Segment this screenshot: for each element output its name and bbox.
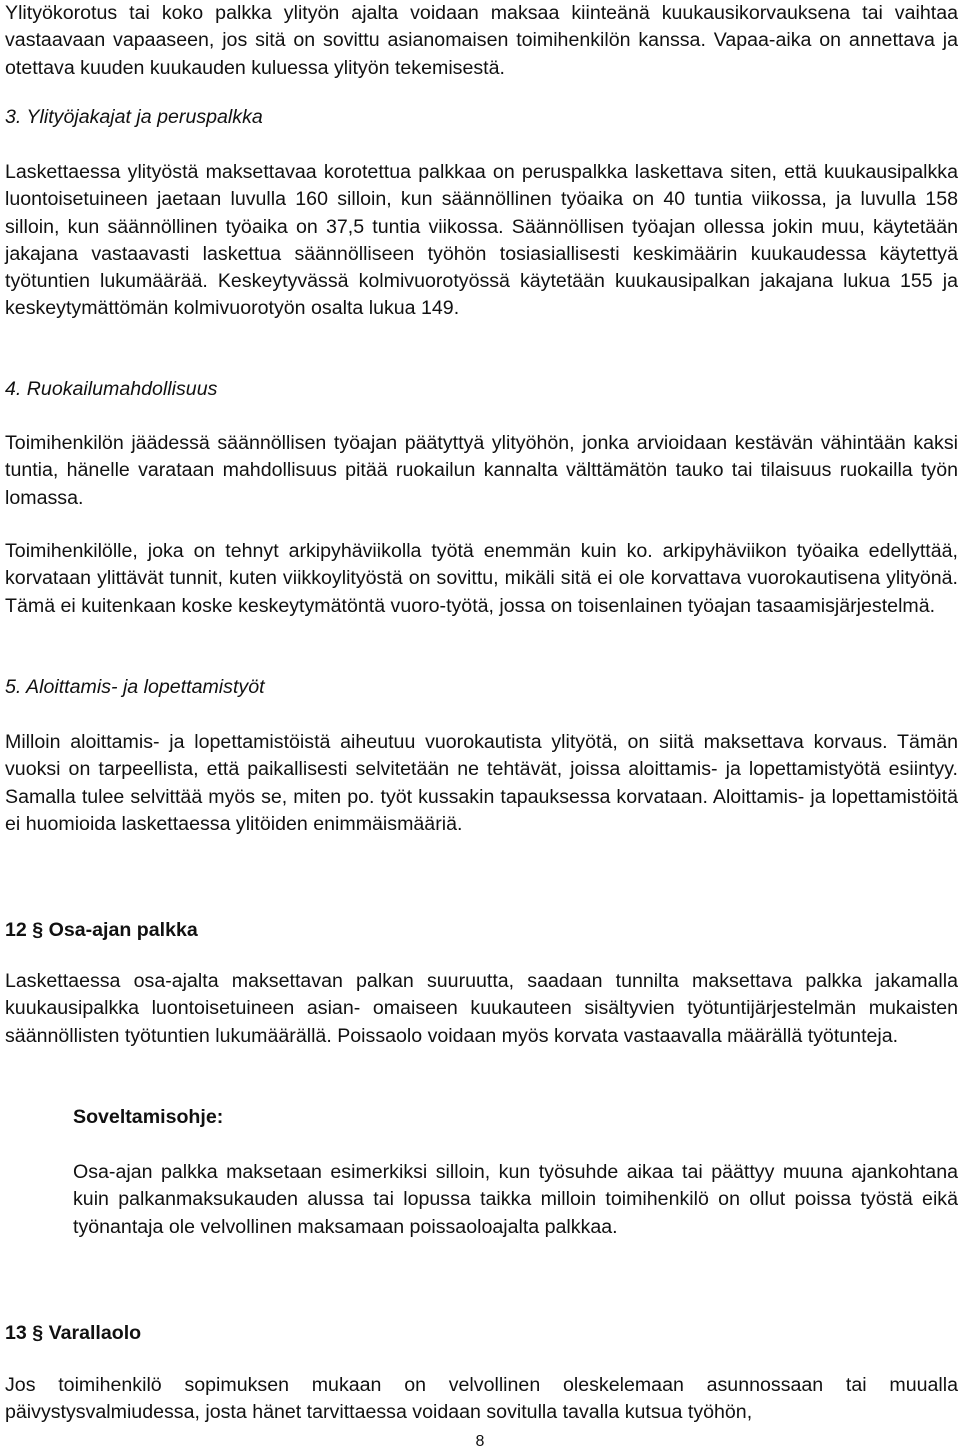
section-4-paragraph-2: Toimihenkilölle, joka on tehnyt arkipyhäviikolla työtä enemmän kuin ko. arkipyhäviikon työaika edellyttää, korvataan ylittävät tunnit, kuten viikkoylityöstä on sovittu, mikäli sitä ei ole korvattava vuorokautisena ylityönä. Tämä ei kuitenkaan koske keskeytymätöntä vuoro-työtä, jossa on toisenlainen työajan tasaamisjärjestelmä. (5, 540, 958, 617)
section-13-paragraph: Jos toimihenkilö sopimuksen mukaan on velvollinen oleskelemaan asunnossaan tai muualla päivystysvalmiudessa, josta hänet tarvittaessa voidaan sovitulla tavalla kutsua työhön, (5, 1374, 958, 1424)
section-3-paragraph: Laskettaessa ylityöstä maksettavaa korotettua palkkaa on peruspalkka laskettava siten, että kuukausipalkka luontoisetuineen jaetaan luvulla 160 silloin, kun säännöllinen työaika on 40 tuntia viikossa, ja luvulla 158 silloin, kun säännöllinen työaika on 37,5 tuntia viikossa. Säännöllisen työajan ollessa jokin muu, käytetään jakajana vastaavasti laskettua säännölliseen työhön tosiasiallisesti keskimäärin kuukaudessa käytettyä työtuntien lukumäärää. Keskeytyvässä kolmivuorotyössä käytetään kuukausipalkan jakajana lukua 155 ja keskeytymättömän kolmivuorotyön osalta lukua 149. (5, 161, 958, 320)
section-3-heading: 3. Ylityöjakajat ja peruspalkka (5, 106, 263, 128)
section-12-heading: 12 § Osa-ajan palkka (5, 919, 198, 941)
guidance-heading: Soveltamisohje: (73, 1106, 224, 1128)
section-5-paragraph: Milloin aloittamis- ja lopettamistöistä aiheutuu vuorokautista ylityötä, on siitä maksettava korvaus. Tämän vuoksi on tarpeellista, että paikallisesti selvitetään ne tehtävät, joissa aloittamis- ja lopettamistyötä esiintyy. Samalla tulee selvittää myös se, miten po. työt kussakin tapauksessa korvataan. Aloittamis- ja lopettamistöitä ei huomioida laskettaessa ylitöiden enimmäismääriä. (5, 731, 958, 835)
section-5-heading: 5. Aloittamis- ja lopettamistyöt (5, 676, 265, 698)
section-12-paragraph: Laskettaessa osa-ajalta maksettavan palkan suuruutta, saadaan tunnilta maksettava palkka jakamalla kuukausipalkka luontoisetuineen asian- omaiseen kuukauteen sisältyvien työtuntijärjestelmän mukaisten säännöllisten työtuntien lukumäärällä. Poissaolo voidaan myös korvata vastaavalla määrällä työtunteja. (5, 970, 958, 1047)
section-4-paragraph-1: Toimihenkilön jäädessä säännöllisen työajan päätyttyä ylityöhön, jonka arvioidaan kestävän vähintään kaksi tuntia, hänelle varataan mahdollisuus pitää ruokailun kannalta välttämätön tauko tai tilaisuus ruokailla työn lomassa. (5, 432, 958, 509)
guidance-paragraph: Osa-ajan palkka maksetaan esimerkiksi silloin, kun työsuhde aikaa tai päättyy muuna ajankohtana kuin palkanmaksukauden alussa tai lopussa taikka milloin toimihenkilö on ollut poissa työstä eikä työnantaja ole velvollinen maksamaan poissaoloajalta palkkaa. (73, 1161, 958, 1238)
section-13-heading: 13 § Varallaolo (5, 1322, 142, 1344)
section-4-heading: 4. Ruokailumahdollisuus (5, 378, 218, 400)
page-number: 8 (475, 1433, 485, 1450)
intro-paragraph: Ylityökorotus tai koko palkka ylityön ajalta voidaan maksaa kiinteänä kuukausikorvauksena tai vaihtaa vastaavaan vapaaseen, jos sitä on sovittu asianomaisen toimihenkilön kanssa. Vapaa-aika on annettava ja otettava kuuden kuukauden kuluessa ylityön tekemisestä. (5, 2, 958, 79)
